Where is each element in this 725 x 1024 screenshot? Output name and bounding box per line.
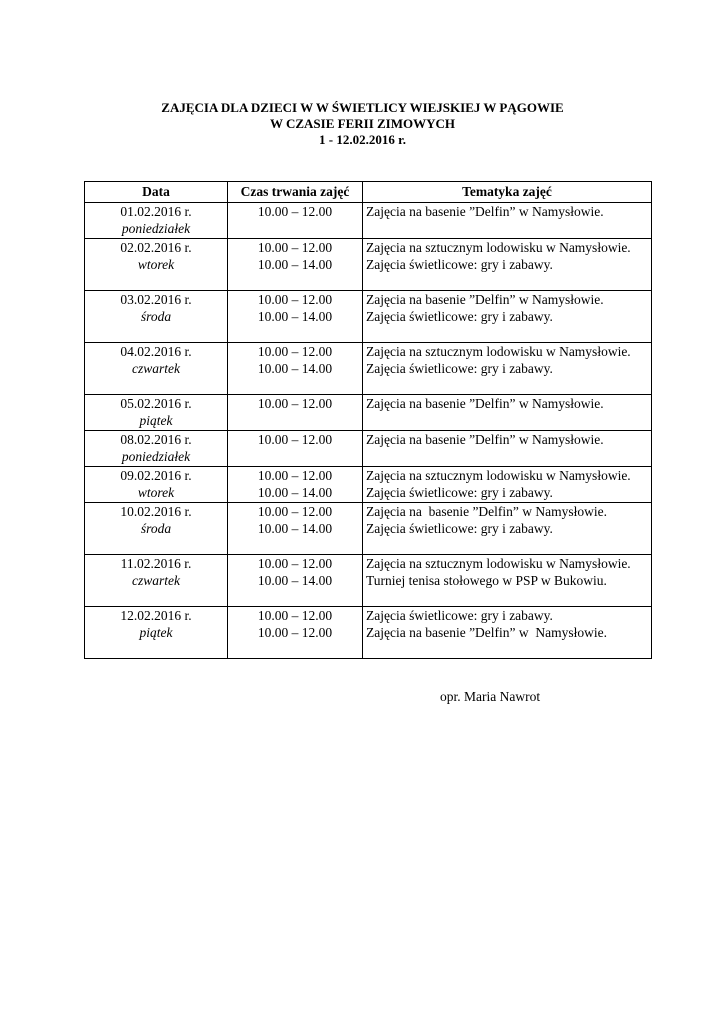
topic-text: Zajęcia świetlicowe: gry i zabawy. (366, 608, 553, 623)
weekday-text: poniedziałek (121, 449, 191, 464)
date-cell (85, 555, 228, 607)
weekday-text: piątek (139, 625, 173, 640)
title-line-1: ZAJĘCIA DLA DZIECI W W ŚWIETLICY WIEJSKIEJ W PĄGOWIE (161, 100, 564, 115)
weekday-text: poniedziałek (121, 221, 191, 236)
time-range: 10.00 – 12.00 (257, 432, 333, 447)
table-row (85, 503, 652, 555)
topic-text: Zajęcia na sztucznym lodowisku w Namysłowie. (366, 240, 631, 255)
weekday-text: wtorek (137, 485, 175, 500)
signature: opr. Maria Nawrot (440, 689, 541, 704)
topic-cell (363, 395, 652, 431)
topic-cell (363, 503, 652, 555)
date-cell (85, 431, 228, 467)
date-text: 10.02.2016 r. (120, 504, 192, 519)
time-range: 10.00 – 12.00 (257, 608, 333, 623)
table-row (85, 555, 652, 607)
time-range: 10.00 – 12.00 (257, 504, 333, 519)
date-text: 01.02.2016 r. (120, 204, 192, 219)
time-cell (228, 503, 363, 555)
topic-text: Zajęcia świetlicowe: gry i zabawy. (366, 309, 553, 324)
date-text: 02.02.2016 r. (120, 240, 192, 255)
table-row (85, 607, 652, 659)
weekday-text: piątek (139, 413, 173, 428)
time-cell (228, 291, 363, 343)
time-range: 10.00 – 12.00 (257, 292, 333, 307)
topic-text: Zajęcia na basenie ”Delfin” w Namysłowie. (366, 504, 608, 519)
topic-text: Zajęcia na sztucznym lodowisku w Namysłowie. (366, 468, 631, 483)
weekday-text: środa (140, 309, 172, 324)
date-text: 11.02.2016 r. (120, 556, 192, 571)
weekday-text: czwartek (132, 361, 180, 376)
topic-cell (363, 343, 652, 395)
time-cell (228, 555, 363, 607)
topic-text: Turniej tenisa stołowego w PSP w Bukowiu. (366, 573, 607, 588)
topic-text: Zajęcia na basenie ”Delfin” w Namysłowie. (366, 625, 608, 640)
table-row (85, 291, 652, 343)
time-range: 10.00 – 12.00 (257, 204, 333, 219)
time-range: 10.00 – 14.00 (257, 485, 333, 500)
date-text: 03.02.2016 r. (120, 292, 192, 307)
header-topic: Tematyka zajęć (363, 182, 652, 203)
topic-cell (363, 239, 652, 291)
weekday-text: środa (140, 521, 172, 536)
topic-text: Zajęcia na basenie ”Delfin” w Namysłowie. (366, 204, 604, 219)
title-line-2: W CZASIE FERII ZIMOWYCH (269, 116, 456, 131)
table-row (85, 395, 652, 431)
time-range: 10.00 – 12.00 (257, 396, 333, 411)
table-header-row (85, 182, 652, 203)
date-text: 12.02.2016 r. (120, 608, 192, 623)
time-cell (228, 395, 363, 431)
date-cell (85, 343, 228, 395)
time-range: 10.00 – 14.00 (257, 521, 333, 536)
date-text: 05.02.2016 r. (120, 396, 192, 411)
topic-text: Zajęcia na sztucznym lodowisku w Namysłowie. (366, 556, 631, 571)
date-cell (85, 467, 228, 503)
header-date: Data (85, 182, 228, 203)
title-line-3: 1 - 12.02.2016 r. (319, 132, 406, 147)
topic-cell (363, 431, 652, 467)
time-cell (228, 343, 363, 395)
time-range: 10.00 – 14.00 (257, 309, 333, 324)
topic-cell (363, 467, 652, 503)
time-cell (228, 467, 363, 503)
time-range: 10.00 – 14.00 (257, 361, 333, 376)
schedule-table (84, 181, 652, 659)
topic-cell (363, 291, 652, 343)
document-title (0, 100, 725, 148)
time-range: 10.00 – 12.00 (257, 556, 333, 571)
time-range: 10.00 – 12.00 (257, 240, 333, 255)
table-row (85, 343, 652, 395)
date-text: 08.02.2016 r. (120, 432, 192, 447)
time-range: 10.00 – 12.00 (257, 344, 333, 359)
table-row (85, 467, 652, 503)
topic-cell (363, 555, 652, 607)
time-cell (228, 203, 363, 239)
topic-text: Zajęcia na basenie ”Delfin” w Namysłowie. (366, 432, 604, 447)
weekday-text: czwartek (132, 573, 180, 588)
topic-cell (363, 203, 652, 239)
time-range: 10.00 – 14.00 (257, 573, 333, 588)
time-range: 10.00 – 12.00 (257, 625, 333, 640)
weekday-text: wtorek (137, 257, 175, 272)
header-duration: Czas trwania zajęć (228, 182, 363, 203)
date-cell (85, 503, 228, 555)
table-row (85, 239, 652, 291)
date-cell (85, 203, 228, 239)
date-text: 04.02.2016 r. (120, 344, 192, 359)
time-cell (228, 239, 363, 291)
date-cell (85, 239, 228, 291)
topic-text: Zajęcia świetlicowe: gry i zabawy. (366, 361, 553, 376)
topic-text: Zajęcia na basenie ”Delfin” w Namysłowie. (366, 292, 604, 307)
topic-text: Zajęcia świetlicowe: gry i zabawy. (366, 521, 553, 536)
topic-text: Zajęcia na basenie ”Delfin” w Namysłowie. (366, 396, 604, 411)
topic-text: Zajęcia na sztucznym lodowisku w Namysłowie. (366, 344, 631, 359)
date-text: 09.02.2016 r. (120, 468, 192, 483)
date-cell (85, 291, 228, 343)
time-cell (228, 607, 363, 659)
topic-text: Zajęcia świetlicowe: gry i zabawy. (366, 257, 553, 272)
time-range: 10.00 – 14.00 (257, 257, 333, 272)
topic-cell (363, 607, 652, 659)
date-cell (85, 607, 228, 659)
table-row (85, 431, 652, 467)
topic-text: Zajęcia świetlicowe: gry i zabawy. (366, 485, 553, 500)
table-row (85, 203, 652, 239)
time-cell (228, 431, 363, 467)
time-range: 10.00 – 12.00 (257, 468, 333, 483)
date-cell (85, 395, 228, 431)
